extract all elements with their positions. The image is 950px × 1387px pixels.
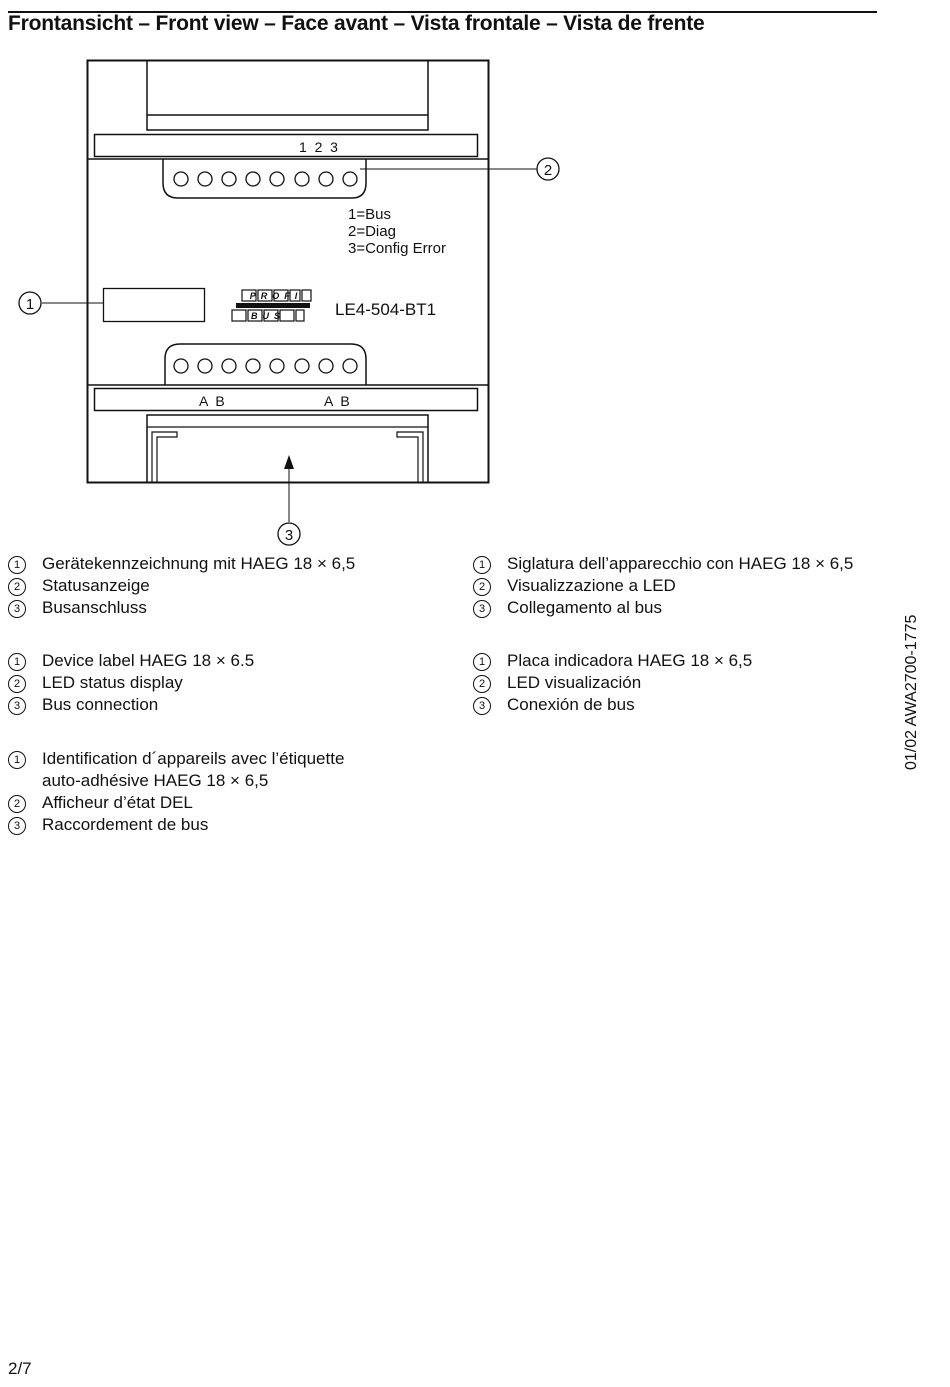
bottom-led-row: [174, 359, 357, 373]
legend-item: [8, 792, 355, 814]
legend-item: [8, 694, 355, 716]
led-1: [174, 172, 188, 186]
legend-text: Busanschluss: [42, 598, 147, 617]
top-terminal-strip: [95, 135, 478, 157]
legend-item: [8, 650, 355, 672]
legend-number: 3: [473, 600, 491, 618]
top-tab: [147, 61, 428, 130]
legend-text: Collegamento al bus: [507, 598, 662, 617]
led-7: [319, 172, 333, 186]
led-8: [343, 359, 357, 373]
legend-text: Identification d´appareils avec l’étiquette: [42, 749, 345, 768]
legend-text: Bus connection: [42, 695, 159, 714]
top-led-pocket: [163, 159, 366, 198]
document-id: 01/02 AWA2700-1775: [903, 614, 920, 770]
front-view-diagram: [0, 0, 950, 560]
bus-labels-left: A B: [199, 393, 225, 409]
legend-text: Placa indicadora HAEG 18 × 6,5: [507, 651, 753, 670]
legend-number: 1: [473, 556, 491, 574]
led-3: [222, 359, 236, 373]
led-1: [174, 359, 188, 373]
led-4: [246, 172, 260, 186]
callout-3-arrow: [284, 455, 294, 469]
profibus-logo: [232, 290, 311, 321]
bottom-terminal-strip: [95, 389, 478, 411]
legend-number: 2: [8, 795, 26, 813]
top-led-row: [174, 172, 357, 186]
led-7: [319, 359, 333, 373]
callout-2-number: 2: [543, 162, 553, 179]
connector-latch-right: [397, 432, 423, 482]
legend-number: 3: [8, 817, 26, 835]
legend-right: [473, 553, 853, 716]
legend-number: 3: [8, 697, 26, 715]
legend-text: Afficheur d’état DEL: [42, 793, 193, 812]
page-title: Frontansicht – Front view – Face avant – Vista frontale – Vista de frente: [8, 12, 705, 35]
legend-text: Visualizzazione a LED: [507, 576, 676, 595]
logo-text-bus: BUS: [250, 311, 286, 321]
legend-item: [8, 672, 355, 694]
model-label: LE4-504-BT1: [335, 300, 437, 319]
legend-number: 2: [8, 675, 26, 693]
legend-item: [8, 814, 355, 836]
led-6: [295, 359, 309, 373]
led-4: [246, 359, 260, 373]
bus-connector: [147, 415, 428, 482]
legend-item: [473, 694, 853, 716]
led-legend-config-error: 3=Config Error: [348, 240, 446, 257]
led-8: [343, 172, 357, 186]
legend-left: [8, 553, 355, 836]
connector-latch-left: [152, 432, 177, 482]
led-legend-diag: 2=Diag: [348, 223, 396, 240]
legend-number: 1: [8, 653, 26, 671]
legend-item: [8, 597, 355, 619]
bus-labels-right: A B: [324, 393, 350, 409]
led-2: [198, 359, 212, 373]
legend-text: LED visualización: [507, 673, 642, 692]
legend-item: [8, 575, 355, 597]
led-5: [270, 172, 284, 186]
logo-text-profi: PROFI: [249, 291, 303, 301]
legend-number: 2: [8, 578, 26, 596]
legend-number: 1: [473, 653, 491, 671]
led-2: [198, 172, 212, 186]
callout-1-number: 1: [25, 296, 35, 313]
legend-number: 1: [8, 751, 26, 769]
legend-text: Statusanzeige: [42, 576, 150, 595]
bottom-led-pocket: [165, 344, 366, 385]
led-3: [222, 172, 236, 186]
callout-3-number: 3: [284, 527, 294, 544]
legend-text: Siglatura dell’apparecchio con HAEG 18 × 6,5: [507, 554, 854, 573]
legend-text-continued: auto-adhésive HAEG 18 × 6,5: [42, 771, 269, 790]
device-label-area: [104, 289, 205, 322]
legend-text: LED status display: [42, 673, 183, 692]
legend-item: [473, 672, 853, 694]
led-6: [295, 172, 309, 186]
led-5: [270, 359, 284, 373]
legend-item: [473, 597, 853, 619]
legend-number: 1: [8, 556, 26, 574]
legend-item: [473, 650, 853, 672]
legend-text: Device label HAEG 18 × 6.5: [42, 651, 255, 670]
legend-text: Gerätekennzeichnung mit HAEG 18 × 6,5: [42, 554, 356, 573]
legend-number: 3: [473, 697, 491, 715]
legend-item: [473, 575, 853, 597]
led-legend-bus: 1=Bus: [348, 206, 391, 223]
top-numbers: 1 2 3: [299, 139, 338, 155]
legend-item: [473, 553, 853, 575]
legend-item: [8, 553, 355, 575]
legend-text: Raccordement de bus: [42, 815, 209, 834]
page-number: 2/7: [8, 1359, 32, 1378]
legend-item: [8, 748, 355, 770]
legend-number: 2: [473, 578, 491, 596]
legend-number: 3: [8, 600, 26, 618]
legend-text: Conexión de bus: [507, 695, 635, 714]
legend-number: 2: [473, 675, 491, 693]
